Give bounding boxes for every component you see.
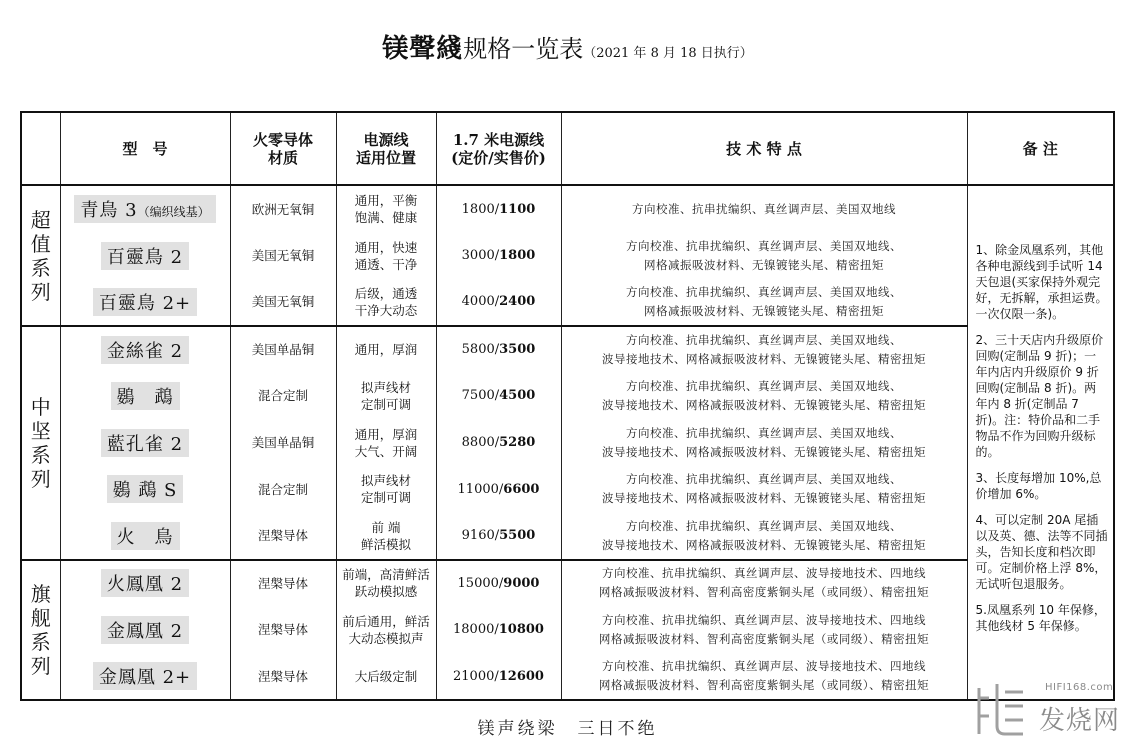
usage-position-l1: 前后通用，鲜活 (342, 613, 430, 629)
list-price: 4000 (461, 294, 495, 310)
tech-features-l2: 波导接地技术、网格减振吸波材料、无镍镀铑头尾、精密扭矩 (602, 537, 926, 552)
table-row (21, 326, 1114, 373)
model-label: 百靈鳥 2+ (98, 292, 192, 314)
price-cell: 1800/1100 (436, 185, 561, 232)
table-row (21, 560, 1114, 607)
tech-features-l2: 网格减振吸波材料、智利高密度紫铜头尾（或同级）、精密扭矩 (598, 678, 930, 693)
usage-position-l2: 大气、开阔 (354, 443, 418, 459)
tech-features-l2: 网格减振吸波材料、智利高密度紫铜头尾（或同级）、精密扭矩 (598, 631, 930, 646)
usage-position-l1: 拟声线材 (360, 379, 411, 395)
usage-position-l2: 干净大动态 (354, 302, 418, 318)
header-position (336, 112, 436, 185)
series-label: 中坚系列 (30, 394, 51, 491)
tech-features-l2: 波导接地技术、网格减振吸波材料、无镍镀铑头尾、精密扭矩 (602, 397, 926, 412)
effective-date: （2021 年 8 月 18 日执行） (583, 46, 753, 61)
list-price: 8800 (461, 435, 495, 451)
model-label: 鷃 鵡 S (112, 480, 178, 502)
tech-features (561, 513, 967, 560)
list-price: 15000 (457, 575, 499, 591)
model-label: 火 鳥 (116, 526, 174, 548)
price-cell: 7500/4500 (436, 372, 561, 419)
usage-position (336, 326, 436, 373)
header-notes: 备 注 (967, 112, 1114, 185)
conductor-material: 涅槃导体 (230, 560, 336, 607)
model-label: 金鳳凰 2+ (98, 667, 192, 689)
model-name (74, 195, 215, 223)
remark-item: 4、可以定制 20A 尾插以及英、德、法等不同插头，告知长度和档次即可。定制价格上浮 8%，无试听包退服务。 (975, 512, 1108, 591)
conductor-material: 美国单晶铜 (230, 419, 336, 466)
header-series (21, 112, 60, 185)
series-name (21, 560, 60, 700)
model-cell (60, 606, 230, 653)
footer-slogan: 镁声绕梁 三日不绝 (477, 719, 658, 739)
usage-position-l1: 拟声线材 (360, 473, 411, 489)
page-title (0, 28, 1135, 65)
usage-position-l1: 前端，高清鲜活 (342, 567, 430, 583)
model-name (101, 336, 189, 364)
tech-features (561, 185, 967, 232)
price-cell: 18000/10800 (436, 606, 561, 653)
tech-features (561, 560, 967, 607)
usage-position-l1: 通用，平衡 (354, 193, 418, 209)
usage-position (336, 560, 436, 607)
model-cell (60, 560, 230, 607)
usage-position (336, 606, 436, 653)
model-name (101, 569, 189, 597)
site-watermark (975, 676, 1125, 742)
header-price-l1: 1.7 米电源线 (452, 130, 545, 149)
sale-price: 1100 (499, 201, 536, 217)
usage-position (336, 419, 436, 466)
conductor-material: 混合定制 (230, 372, 336, 419)
tech-features-l1: 方向校准、抗串扰编织、真丝调声层、美国双地线、 (626, 332, 902, 347)
header-conductor-l1: 火零导体 (252, 130, 313, 149)
model-name (111, 522, 180, 550)
price-cell: 3000/1800 (436, 232, 561, 279)
sale-price: 2400 (499, 294, 536, 310)
tech-features (561, 606, 967, 653)
usage-position (336, 653, 436, 700)
usage-position-l1: 后级，通透 (354, 285, 418, 301)
model-cell (60, 466, 230, 513)
header-model: 型 号 (60, 112, 230, 185)
usage-position-l1: 前 端 (371, 519, 401, 535)
list-price: 21000 (453, 668, 495, 684)
series-label: 旗舰系列 (30, 581, 51, 678)
remark-item: 3、长度每增加 10%,总价增加 6%。 (975, 470, 1102, 501)
tech-features (561, 419, 967, 466)
header-price-l2: (定价/实售价) (451, 148, 546, 167)
remark-item: 1、除金凤凰系列，其他各种电源线到手试听 14 天包退(买家保持外观完好，无拆解，承担运费。一次仅限一条)。 (975, 242, 1108, 321)
model-label: 鷃 鵡 (116, 386, 174, 408)
watermark-logo-icon (975, 678, 1027, 738)
usage-position (336, 372, 436, 419)
sale-price: 4500 (499, 388, 536, 404)
conductor-material: 美国无氧铜 (230, 232, 336, 279)
tech-features (561, 653, 967, 700)
header-position-l2: 适用位置 (355, 148, 416, 167)
tech-features-l1: 方向校准、抗串扰编织、真丝调声层、美国双地线、 (626, 425, 902, 440)
usage-position-l2: 定制可调 (360, 490, 411, 506)
model-name (101, 616, 189, 644)
tech-features-l1: 方向校准、抗串扰编织、真丝调声层、美国双地线 (632, 201, 896, 216)
model-label: 青鳥 3 (80, 200, 138, 222)
conductor-material: 涅槃导体 (230, 606, 336, 653)
price-cell: 8800/5280 (436, 419, 561, 466)
model-label: 百靈鳥 2 (106, 246, 184, 268)
tech-features-l1: 方向校准、抗串扰编织、真丝调声层、美国双地线、 (626, 472, 902, 487)
remarks-cell (967, 185, 1114, 700)
table-row (21, 419, 1114, 466)
table-row (21, 653, 1114, 700)
price-cell: 4000/2400 (436, 279, 561, 326)
table-row (21, 279, 1114, 326)
usage-position (336, 232, 436, 279)
model-name (93, 288, 197, 316)
conductor-material: 美国单晶铜 (230, 326, 336, 373)
model-cell (60, 326, 230, 373)
model-cell (60, 279, 230, 326)
sale-price: 1800 (499, 248, 536, 264)
header-position-l1: 电源线 (363, 130, 409, 149)
conductor-material: 涅槃导体 (230, 513, 336, 560)
table-row (21, 372, 1114, 419)
tech-features (561, 232, 967, 279)
tech-features-l2: 网格减振吸波材料、无镍镀铑头尾、精密扭矩 (644, 303, 884, 318)
brand-name: 镁聲綫 (382, 34, 464, 64)
conductor-material: 美国无氧铜 (230, 279, 336, 326)
list-price: 3000 (461, 248, 495, 264)
tech-features-l1: 方向校准、抗串扰编织、真丝调声层、美国双地线、 (626, 378, 902, 393)
model-name (107, 475, 184, 503)
tech-features-l1: 方向校准、抗串扰编织、真丝调声层、美国双地线、 (626, 284, 902, 299)
series-name (21, 326, 60, 560)
model-label: 藍孔雀 2 (106, 433, 184, 455)
price-cell: 5800/3500 (436, 326, 561, 373)
tech-features (561, 279, 967, 326)
conductor-material: 涅槃导体 (230, 653, 336, 700)
sale-price: 10800 (498, 622, 544, 638)
list-price: 11000 (457, 481, 499, 497)
series-name (21, 185, 60, 325)
tech-features-l2: 波导接地技术、网格减振吸波材料、无镍镀铑头尾、精密扭矩 (602, 351, 926, 366)
model-cell (60, 653, 230, 700)
usage-position-l1: 通用，厚润 (354, 342, 418, 358)
list-price: 18000 (453, 622, 495, 638)
title-text: 规格一览表 (463, 35, 584, 63)
header-features: 技 术 特 点 (561, 112, 967, 185)
tech-features-l2: 网格减振吸波材料、智利高密度紫铜头尾（或同级）、精密扭矩 (598, 585, 930, 600)
model-label: 火鳳凰 2 (106, 574, 184, 596)
tech-features-l2: 网格减振吸波材料、无镍镀铑头尾、精密扭矩 (644, 257, 884, 272)
conductor-material: 混合定制 (230, 466, 336, 513)
tech-features-l1: 方向校准、抗串扰编织、真丝调声层、波导接地技术、四地线 (602, 659, 926, 674)
tech-features (561, 372, 967, 419)
header-conductor (230, 112, 336, 185)
usage-position-l1: 通用，厚润 (354, 426, 418, 442)
model-name (93, 662, 197, 690)
sale-price: 9000 (503, 575, 540, 591)
usage-position-l2: 大动态模拟声 (348, 630, 424, 646)
header-row (21, 112, 1114, 185)
sale-price: 5500 (499, 528, 536, 544)
usage-position (336, 279, 436, 326)
model-name (101, 429, 189, 457)
list-price: 9160 (461, 528, 495, 544)
model-label: 金鳳凰 2 (106, 620, 184, 642)
table-row (21, 232, 1114, 279)
usage-position-l2: 通透、干净 (354, 256, 418, 272)
usage-position-l2: 鲜活模拟 (360, 536, 411, 552)
usage-position (336, 466, 436, 513)
spec-table (20, 111, 1115, 701)
price-cell: 11000/6600 (436, 466, 561, 513)
usage-position-l2: 饱满、健康 (354, 210, 418, 226)
tech-features-l2: 波导接地技术、网格减振吸波材料、无镍镀铑头尾、精密扭矩 (602, 491, 926, 506)
usage-position-l2: 定制可调 (360, 396, 411, 412)
watermark-url: HIFI168.com (1045, 682, 1114, 693)
usage-position-l2: 跃动模拟感 (354, 584, 418, 600)
series-label: 超值系列 (30, 207, 51, 304)
tech-features (561, 466, 967, 513)
tech-features-l1: 方向校准、抗串扰编织、真丝调声层、波导接地技术、四地线 (602, 612, 926, 627)
model-note: （编织线基） (137, 205, 210, 220)
sale-price: 12600 (498, 668, 544, 684)
remark-item: 5.凤凰系列 10 年保修，其他线材 5 年保修。 (975, 602, 1106, 633)
model-cell (60, 232, 230, 279)
model-cell (60, 419, 230, 466)
sale-price: 3500 (499, 342, 536, 358)
tech-features (561, 326, 967, 373)
header-conductor-l2: 材质 (267, 148, 298, 167)
price-cell: 21000/12600 (436, 653, 561, 700)
model-cell (60, 372, 230, 419)
model-cell (60, 513, 230, 560)
model-name (101, 242, 189, 270)
model-name (111, 382, 180, 410)
table-row (21, 606, 1114, 653)
list-price: 5800 (461, 342, 495, 358)
model-cell (60, 185, 230, 232)
sale-price: 5280 (499, 435, 536, 451)
watermark-text: 发烧网 (1039, 706, 1121, 736)
remark-item: 2、三十天店内升级原价回购(定制品 9 折)；一年内店内升级原价 9 折回购(定制品 8 折)。两年内 8 折(定制品 7 折)。注：特价品和二手物品不作为回购升级标的。 (975, 332, 1104, 459)
usage-position-l1: 通用，快速 (354, 239, 418, 255)
conductor-material: 欧洲无氧铜 (230, 185, 336, 232)
tech-features-l2: 波导接地技术、网格减振吸波材料、无镍镀铑头尾、精密扭矩 (602, 444, 926, 459)
usage-position (336, 513, 436, 560)
price-cell: 15000/9000 (436, 560, 561, 607)
usage-position (336, 185, 436, 232)
price-cell: 9160/5500 (436, 513, 561, 560)
table-row (21, 185, 1114, 232)
tech-features-l1: 方向校准、抗串扰编织、真丝调声层、美国双地线、 (626, 518, 902, 533)
tech-features-l1: 方向校准、抗串扰编织、真丝调声层、波导接地技术、四地线 (602, 566, 926, 581)
header-price (436, 112, 561, 185)
table-row (21, 466, 1114, 513)
list-price: 1800 (461, 201, 495, 217)
list-price: 7500 (461, 388, 495, 404)
table-row (21, 513, 1114, 560)
usage-position-l1: 大后级定制 (354, 668, 418, 684)
sale-price: 6600 (503, 481, 540, 497)
model-label: 金絲雀 2 (106, 340, 184, 362)
tech-features-l1: 方向校准、抗串扰编织、真丝调声层、美国双地线、 (626, 238, 902, 253)
